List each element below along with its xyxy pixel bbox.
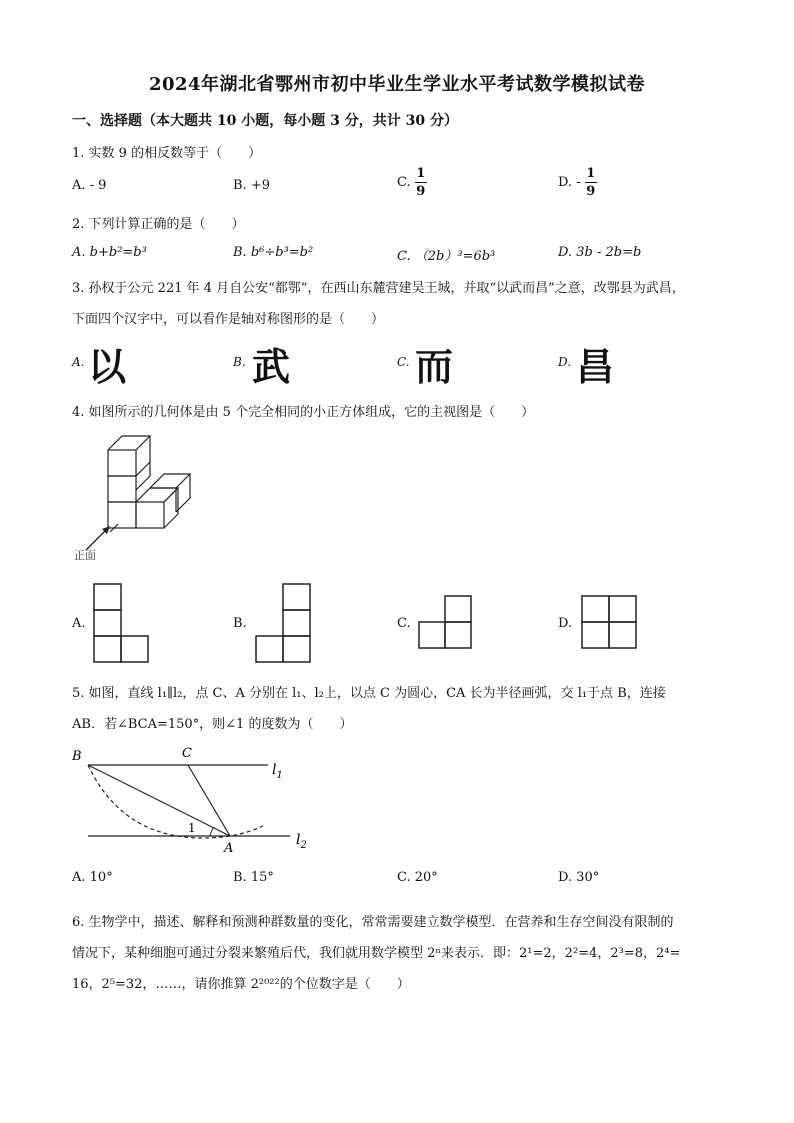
q2-option-c: C. （2b）³=6b³ [397,249,496,264]
q3-label-a: A. [72,355,85,369]
q4-solid-figure [96,432,196,532]
q3-label-c: C. [397,355,410,369]
q5-arc [88,765,263,838]
q5-point-a: A [224,841,234,856]
q1-option-c-label: C. [397,175,411,190]
q2-option-b: B. b⁶÷b³=b² [233,245,314,260]
q3-label-d: D. [558,355,572,369]
q1-option-b: B. +9 [233,178,270,193]
q2-stem: 2. 下列计算正确的是（ ） [72,217,245,232]
q6-stem-line3: 16，2⁵=32，……，请你推算 2²⁰²²的个位数字是（ ） [72,977,410,992]
q5-point-c: C [182,746,192,761]
q1-option-c [397,166,427,199]
q5-option-b: B. 15° [233,870,274,885]
page-title: 2024年湖北省鄂州市初中毕业生学业水平考试数学模拟试卷 [148,74,646,95]
q5-option-a: A. 10° [72,870,113,885]
q3-char-b: 武 [252,345,291,389]
q5-point-b: B [72,749,82,764]
q1-option-d [558,166,597,199]
q5-geometry-figure [68,740,328,860]
q3-stem-line1: 3. 孙权于公元 221 年 4 月自公安“都鄂”，在西山东麓营建吴王城，并取“以武而昌”之意，改鄂县为武昌， [72,281,685,296]
q3-label-b: B. [233,355,246,369]
q1-stem: 1. 实数 9 的相反数等于（ ） [72,146,262,161]
q5-stem-line1: 5. 如图，直线 l₁∥l₂，点 C、A 分别在 l₁、l₂上，以点 C 为圆心，CA 长为半径画弧，交 l₁于点 B，连接 [72,686,666,701]
q4-label-d: D. [558,616,573,631]
q2-option-d: D. 3b - 2b=b [558,245,642,260]
q4-label-a: A. [72,616,86,631]
q2-option-a: A. b+b²=b³ [72,245,147,260]
q3-stem-line2: 下面四个汉字中，可以看作是轴对称图形的是（ ） [72,312,385,327]
q5-option-d: D. 30° [558,870,600,885]
q4-option-b-figure [254,582,314,664]
q4-option-d-figure [580,594,640,650]
q4-label-b: B. [233,616,247,631]
q1-option-d-label: D. - [558,175,581,190]
q3-char-a: 以 [88,345,127,389]
q4-stem: 4. 如图所示的几何体是由 5 个完全相同的小正方体组成，它的主视图是（ ） [72,405,535,420]
q5-option-c: C. 20° [397,870,438,885]
q6-stem-line2: 情况下，某种细胞可通过分裂来繁殖后代，我们就用数学模型 2ⁿ来表示．即：2¹=2，2²=4，2³=8，2⁴= [72,946,681,961]
q1-option-d-fraction: $\frac{1}{9}$ [586,166,596,199]
q1-option-c-fraction: $\frac{1}{9}$ [416,166,426,199]
q4-option-c-figure [417,594,477,650]
q5-angle-label: 1 [188,821,196,835]
section-heading: 一、选择题（本大题共 10 小题，每小题 3 分，共计 30 分） [72,113,458,129]
q4-front-label: 正面 [74,549,96,562]
q3-char-c: 而 [415,345,454,389]
q6-stem-line1: 6. 生物学中，描述、解释和预测种群数量的变化，常常需要建立数学模型．在营养和生存空间没有限制的 [72,915,674,930]
q1-option-a: A. - 9 [72,178,107,193]
q3-char-d: 昌 [576,345,615,389]
q5-label-l1: $l_1$ [272,762,283,781]
q5-stem-line2: AB．若∠BCA=150°，则∠1 的度数为（ ） [72,717,353,732]
q5-label-l2: $l_2$ [296,832,307,851]
q4-option-a-figure [92,582,152,664]
q4-label-c: C. [397,616,411,631]
